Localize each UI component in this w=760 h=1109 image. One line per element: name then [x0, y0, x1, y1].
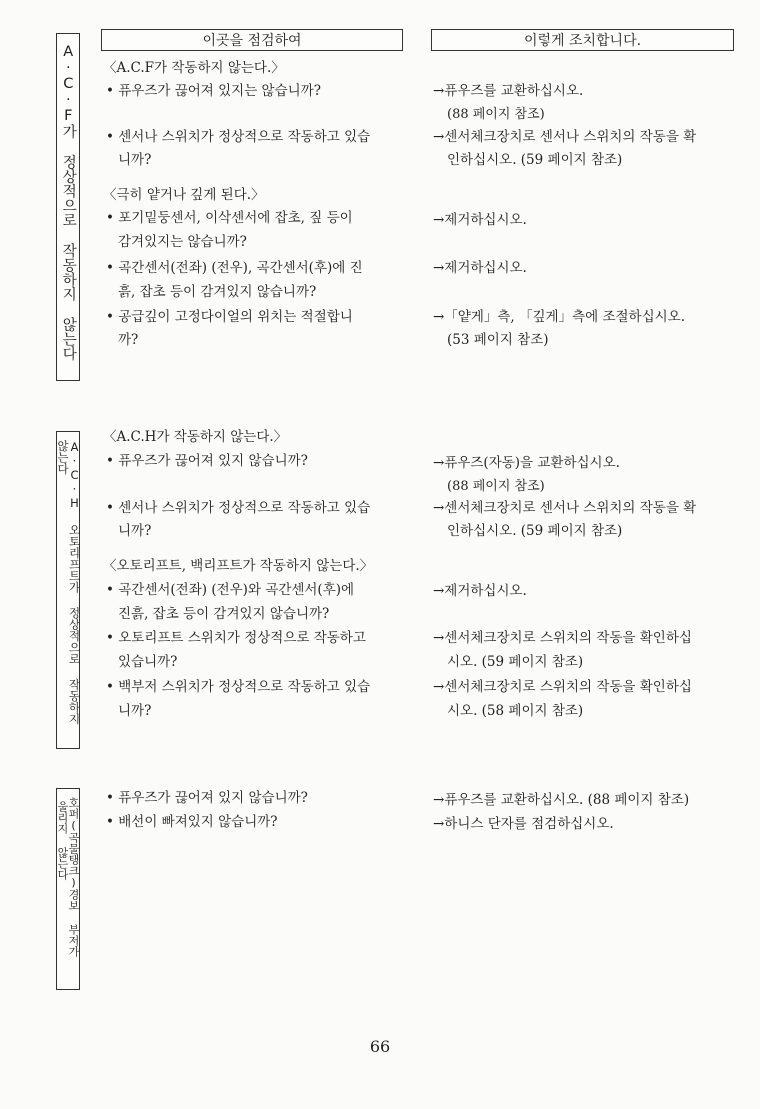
acf-section-label — [56, 33, 80, 381]
buzzer-check-fuse: • 퓨우즈가 끊어져 있지 않습니까? — [106, 790, 308, 806]
acf-action-dial-line2: (53 페이지 참조) — [447, 332, 549, 348]
ach-check-culm-sensor-line1: • 곡간센서(전좌) (전우)와 곡간센서(후)에 — [106, 582, 355, 598]
buzzer-action-harness: →하니스 단자를 점검하십시오. — [433, 816, 614, 832]
buzzer-section-label-columns — [57, 789, 79, 957]
buzzer-check-wiring: • 배선이 빠져있지 않습니까? — [106, 814, 278, 830]
acf-check-sensor-line1: • 센서나 스위치가 정상적으로 작동하고 있습 — [106, 129, 371, 145]
acf-check-culm-sensor-line2: 흙, 잡초 등이 감겨있지 않습니까? — [118, 284, 317, 300]
acf-group2-title: 〈극히 얕거나 깊게 된다.〉 — [103, 187, 265, 203]
acf-check-dial-line2: 까? — [118, 332, 139, 348]
ach-action-autolift-line2: 시오. (59 페이지 참조) — [447, 654, 584, 670]
ach-check-fuse: • 퓨우즈가 끊어져 있지 않습니까? — [106, 453, 308, 469]
ach-action-sensor-line1: →센서체크장치로 센서나 스위치의 작동을 확 — [433, 500, 697, 516]
ach-check-backbuzzer-line1: • 백부저 스위치가 정상적으로 작동하고 있습 — [106, 679, 371, 695]
ach-action-backbuzzer-line1: →센서체크장치로 스위치의 작동을 확인하십 — [433, 679, 692, 695]
ach-section-label-text: A·C·H 오토리프트가 정상적으로 작동하지 않는다 — [56, 440, 82, 725]
acf-action-remove-1: →제거하십시오. — [433, 212, 527, 228]
acf-section-label-text: A·C·F가 정상적으로 작동하지 않는다 — [60, 44, 77, 361]
ach-action-sensor-line2: 인하십시오. (59 페이지 참조) — [447, 523, 623, 539]
acf-action-fuse-ref: (88 페이지 참조) — [447, 107, 545, 122]
ach-check-sensor-line1: • 센서나 스위치가 정상적으로 작동하고 있습 — [106, 500, 371, 516]
ach-action-autolift-line1: →센서체크장치로 스위치의 작동을 확인하십 — [433, 630, 692, 646]
acf-check-fuse: • 퓨우즈가 끊어져 있지는 않습니까? — [106, 83, 321, 99]
ach-check-autolift-line1: • 오토리프트 스위치가 정상적으로 작동하고 — [106, 630, 366, 646]
ach-action-fuse-ref: (88 페이지 참조) — [447, 479, 545, 494]
acf-group1-title: 〈A.C.F가 작동하지 않는다.〉 — [103, 60, 285, 76]
check-column-header: 이곳을 점검하여 — [101, 29, 403, 51]
buzzer-section-label-line2: 울리지 않는다 — [56, 801, 69, 880]
ach-check-autolift-line2: 있습니까? — [118, 654, 178, 670]
ach-action-backbuzzer-line2: 시오. (58 페이지 참조) — [447, 703, 584, 719]
page-number: 66 — [369, 1037, 391, 1056]
acf-check-culm-sensor-line1: • 곡간센서(전좌) (전우), 곡간센서(후)에 진 — [106, 260, 363, 276]
buzzer-section-label — [56, 788, 80, 990]
buzzer-section-label-line1: 호퍼(곡물탱크)경보 부저가 — [67, 797, 80, 957]
acf-check-stalk-sensor-line1: • 포기밑둥센서, 이삭센서에 잡초, 짚 등이 — [106, 210, 353, 226]
ach-check-culm-sensor-line2: 진흙, 잡초 등이 감겨있지 않습니까? — [118, 606, 330, 622]
acf-check-dial-line1: • 공급깊이 고정다이얼의 위치는 적절합니 — [106, 309, 353, 325]
action-column-header: 이렇게 조치합니다. — [431, 29, 734, 51]
ach-action-fuse: →퓨우즈(자동)을 교환하십시오. — [433, 455, 620, 471]
ach-action-remove: →제거하십시오. — [433, 583, 527, 599]
acf-check-sensor-line2: 니까? — [118, 152, 152, 168]
ach-check-sensor-line2: 니까? — [118, 523, 152, 539]
ach-group1-title: 〈A.C.H가 작동하지 않는다.〉 — [103, 429, 288, 445]
ach-check-backbuzzer-line2: 니까? — [118, 703, 152, 719]
ach-section-label — [56, 431, 80, 749]
acf-action-sensor-line2: 인하십시오. (59 페이지 참조) — [447, 152, 623, 168]
acf-check-stalk-sensor-line2: 감겨있지는 않습니까? — [118, 234, 247, 250]
acf-action-fuse: →퓨우즈를 교환하십시오. — [433, 83, 584, 99]
acf-action-remove-2: →제거하십시오. — [433, 260, 527, 276]
acf-action-dial-line1: →「얕게」측, 「깊게」측에 조절하십시오. — [433, 309, 686, 325]
ach-group2-title: 〈오토리프트, 백리프트가 작동하지 않는다.〉 — [103, 558, 374, 574]
buzzer-action-fuse: →퓨우즈를 교환하십시오. (88 페이지 참조) — [433, 792, 690, 808]
acf-action-sensor-line1: →센서체크장치로 센서나 스위치의 작동을 확 — [433, 129, 697, 145]
